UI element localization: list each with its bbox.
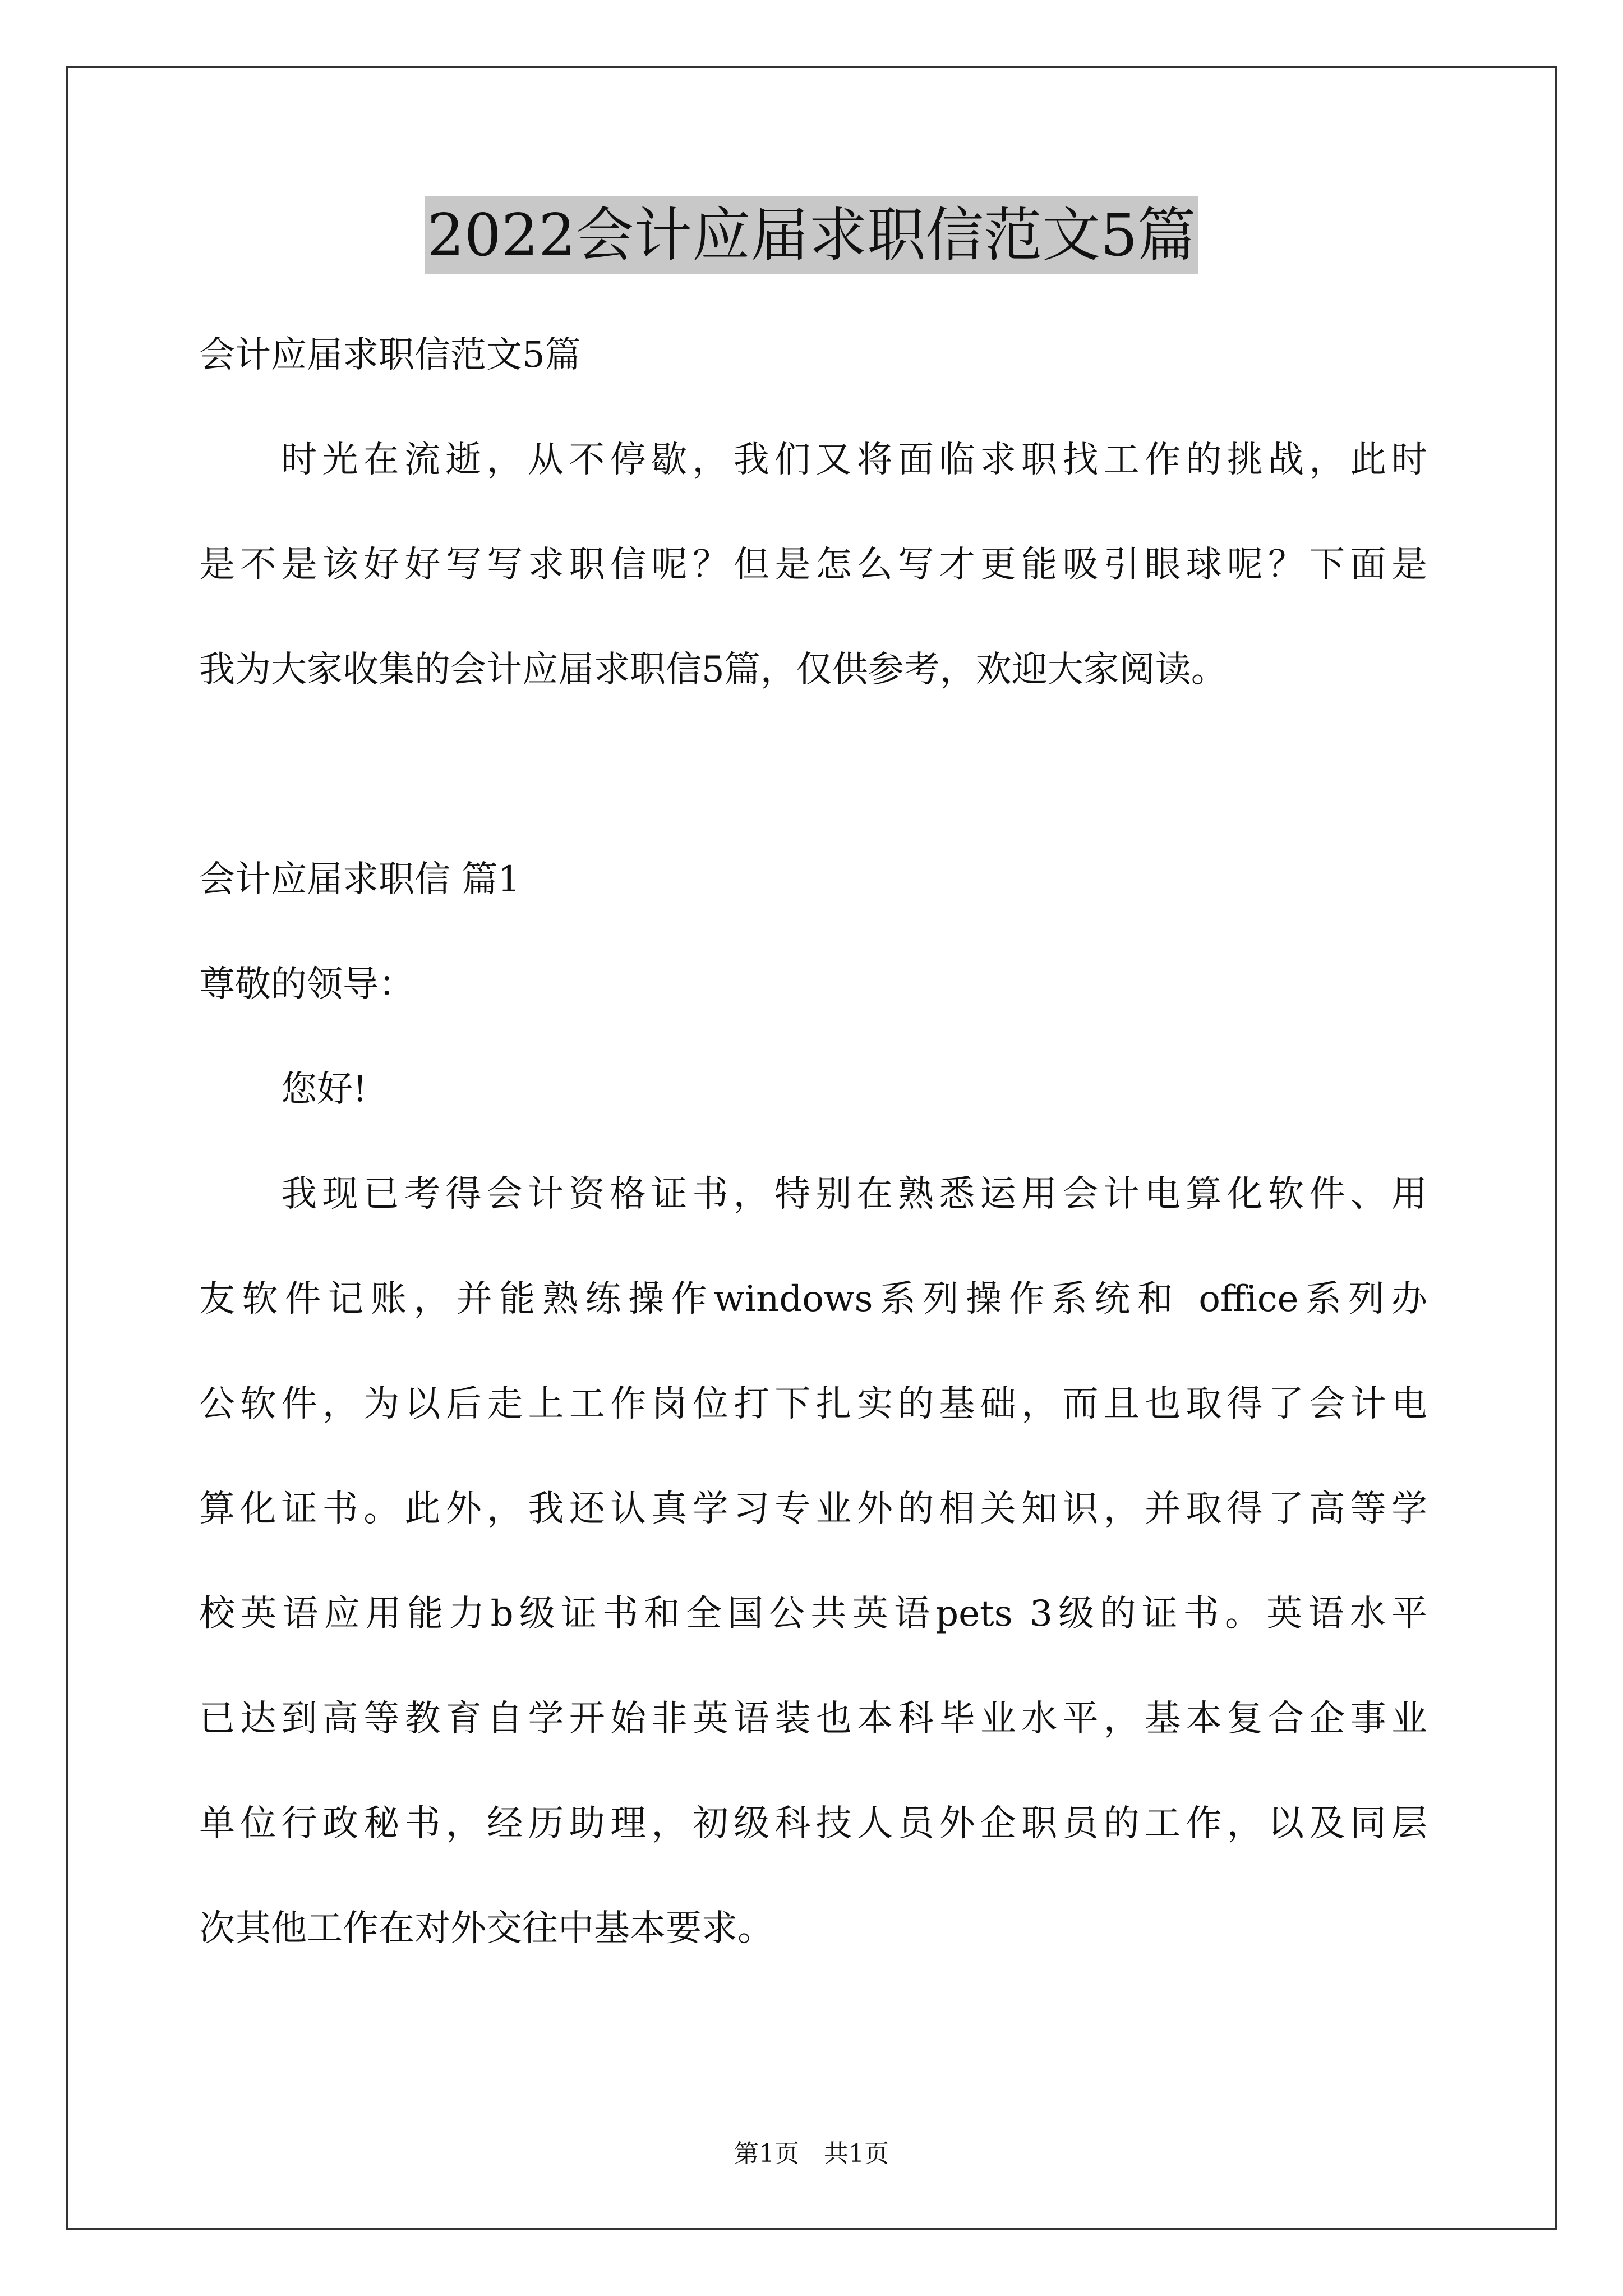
section-heading: 会计应届求职信 篇1 <box>199 859 521 900</box>
intro-line-3: 我为大家收集的会计应届求职信5篇，仅供参考，欢迎大家阅读。 <box>199 649 1227 691</box>
body-line-6: 已达到高等教育自学开始非英语装也本科毕业水平，基本复合企事业 <box>199 1698 1427 1740</box>
body-line-7: 单位行政秘书，经历助理，初级科技人员外企职员的工作，以及同层 <box>199 1803 1427 1844</box>
page-footer: 第1页 共1页 <box>734 2139 889 2168</box>
blank-line <box>199 723 1427 827</box>
document-title: 2022会计应届求职信范文5篇 <box>425 196 1198 274</box>
body-line-2: 友软件记账，并能熟练操作windows系列操作系统和 office系列办 <box>199 1278 1427 1320</box>
body-line-1: 我现已考得会计资格证书，特别在熟悉运用会计电算化软件、用 <box>281 1174 1427 1215</box>
body-line-8: 次其他工作在对外交往中基本要求。 <box>199 1908 773 1949</box>
salutation: 尊敬的领导： <box>199 964 414 1005</box>
subtitle: 会计应届求职信范文5篇 <box>199 334 581 376</box>
intro-line-2: 是不是该好好写写求职信呢？但是怎么写才更能吸引眼球呢？下面是 <box>199 544 1427 586</box>
title-container <box>0 196 1623 274</box>
body-line-5: 校英语应用能力b级证书和全国公共英语pets 3级的证书。英语水平 <box>199 1593 1427 1635</box>
intro-line-1: 时光在流逝，从不停歇，我们又将面临求职找工作的挑战，此时 <box>281 439 1427 481</box>
document-body <box>199 303 1427 1981</box>
greeting: 您好! <box>281 1069 367 1110</box>
body-line-3: 公软件，为以后走上工作岗位打下扎实的基础，而且也取得了会计电 <box>199 1383 1427 1425</box>
body-line-4: 算化证书。此外，我还认真学习专业外的相关知识，并取得了高等学 <box>199 1488 1427 1530</box>
